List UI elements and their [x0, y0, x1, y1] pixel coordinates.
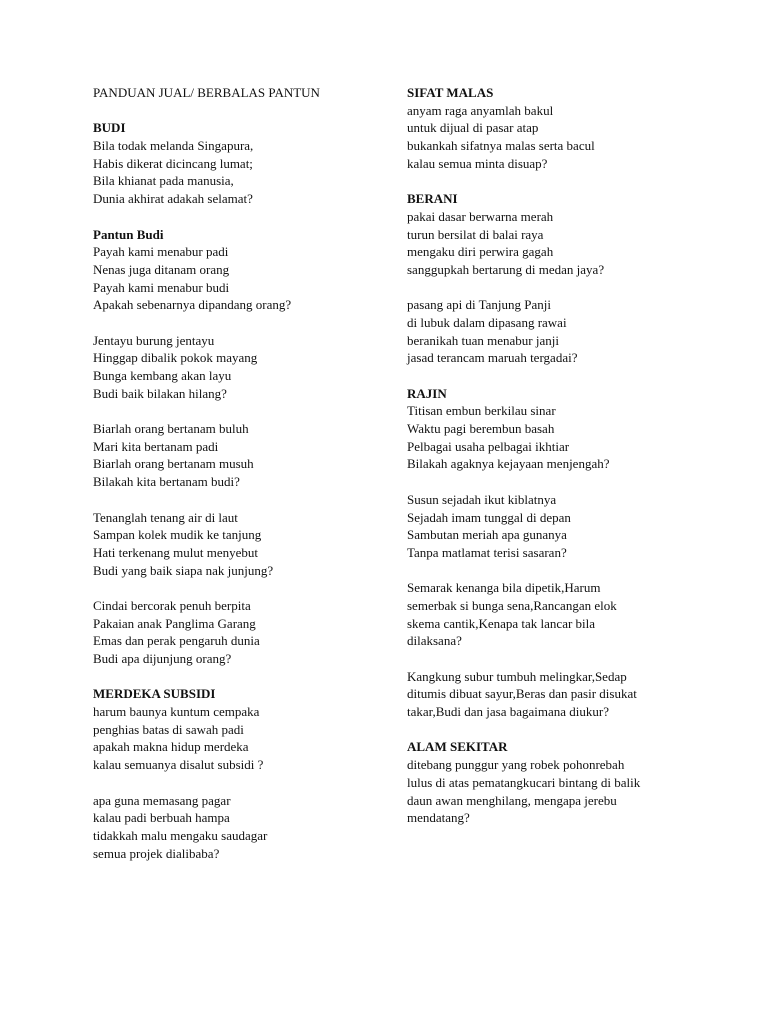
poem-line: anyam raga anyamlah bakul — [407, 102, 554, 118]
spacer — [407, 721, 697, 739]
poem-line: ditumis dibuat sayur,Beras dan pasir disukat — [407, 686, 637, 702]
poem-line: Mari kita bertanam padi — [93, 438, 219, 454]
poem-line: turun bersilat di balai raya — [407, 226, 544, 242]
poem-line: sanggupkah bertarung di medan jaya? — [407, 261, 605, 277]
poem-line: Sampan kolek mudik ke tanjung — [93, 527, 262, 543]
spacer — [407, 172, 697, 190]
poem-line: Kangkung subur tumbuh melingkar,Sedap — [407, 668, 627, 684]
poem-line: Habis dikerat dicincang lumat; — [93, 155, 253, 171]
poem-line: Waktu pagi berembun basah — [407, 421, 555, 437]
section-heading-merdeka-subsidi: MERDEKA SUBSIDI — [93, 686, 216, 702]
poem-line: Sambutan meriah apa gunanya — [407, 527, 567, 543]
poem-line: Tenanglah tenang air di laut — [93, 509, 238, 525]
poem-line: Bilakah kita bertanam budi? — [93, 474, 240, 490]
poem-line: Payah kami menabur budi — [93, 279, 230, 295]
poem-line: Hinggap dibalik pokok mayang — [93, 350, 258, 366]
poem-line: dilaksana? — [407, 633, 462, 649]
poem-line: Nenas juga ditanam orang — [93, 261, 230, 277]
poem-line: apakah makna hidup merdeka — [93, 739, 249, 755]
section-heading-budi: BUDI — [93, 120, 126, 136]
poem-line: Apakah sebenarnya dipandang orang? — [93, 297, 292, 313]
spacer — [93, 668, 383, 686]
poem-line: Tanpa matlamat terisi sasaran? — [407, 544, 567, 560]
poem-line: takar,Budi dan jasa bagaimana diukur? — [407, 704, 609, 720]
poem-line: Pelbagai usaha pelbagai ikhtiar — [407, 438, 570, 454]
spacer — [407, 279, 697, 297]
poem-line: Budi apa dijunjung orang? — [93, 651, 232, 666]
poem-line: kalau semua minta disuap? — [407, 155, 548, 171]
spacer — [407, 367, 697, 385]
poem-line: untuk dijual di pasar atap — [407, 120, 539, 136]
poem-line: Pakaian anak Panglima Garang — [93, 615, 256, 631]
spacer — [407, 650, 697, 668]
poem-line: Semarak kenanga bila dipetik,Harum — [407, 580, 601, 596]
poem-line: Titisan embun berkilau sinar — [407, 403, 556, 419]
poem-line: Bilakah agaknya kejayaan menjengah? — [407, 456, 610, 472]
spacer — [93, 491, 383, 509]
poem-line: Dunia akhirat adakah selamat? — [93, 191, 253, 207]
poem-line: penghias batas di sawah padi — [93, 721, 244, 737]
poem-line: daun awan menghilang, mengapa jerebu — [407, 792, 617, 808]
document-title: PANDUAN JUAL/ BERBALAS PANTUN — [93, 85, 320, 100]
spacer — [407, 473, 697, 491]
poem-line: Bunga kembang akan layu — [93, 368, 232, 383]
section-heading-berani: BERANI — [407, 191, 458, 207]
poem-line: Susun sejadah ikut kiblatnya — [407, 491, 557, 507]
spacer — [93, 579, 383, 597]
poem-line: Cindai bercorak penuh berpita — [93, 597, 251, 613]
poem-line: tidakkah malu mengaku saudagar — [93, 827, 268, 843]
poem-line: semua projek dialibaba? — [93, 845, 220, 861]
section-heading-sifat-malas: SIFAT MALAS — [407, 85, 494, 100]
poem-line: ditebang punggur yang robek pohonrebah — [407, 757, 625, 773]
poem-line: pasang api di Tanjung Panji — [407, 297, 551, 313]
poem-line: Jentayu burung jentayu — [93, 332, 215, 348]
section-heading-pantun-budi: Pantun Budi — [93, 226, 164, 242]
spacer — [407, 562, 697, 580]
poem-line: mengaku diri perwira gagah — [407, 244, 554, 260]
poem-line: skema cantik,Kenapa tak lancar bila — [407, 615, 596, 631]
spacer — [93, 774, 383, 792]
poem-line: Bila khianat pada manusia, — [93, 173, 234, 189]
poem-line: Biarlah orang bertanam musuh — [93, 456, 254, 472]
right-column — [407, 84, 697, 827]
poem-line: Budi baik bilakan hilang? — [93, 385, 227, 401]
spacer — [93, 102, 383, 120]
poem-line: Payah kami menabur padi — [93, 244, 229, 260]
poem-line: mendatang? — [407, 810, 470, 826]
poem-line: bukankah sifatnya malas serta bacul — [407, 138, 595, 154]
spacer — [93, 402, 383, 420]
poem-line: beranikah tuan menabur janji — [407, 332, 559, 348]
poem-line: Biarlah orang bertanam buluh — [93, 421, 249, 437]
section-heading-rajin: RAJIN — [407, 385, 447, 401]
poem-line: harum baunya kuntum cempaka — [93, 704, 260, 720]
poem-line: apa guna memasang pagar — [93, 792, 231, 808]
poem-line: Hati terkenang mulut menyebut — [93, 544, 258, 560]
spacer — [93, 314, 383, 332]
poem-line: Sejadah imam tunggal di depan — [407, 509, 571, 525]
poem-line: jasad terancam maruah tergadai? — [407, 350, 578, 366]
poem-line: kalau padi berbuah hampa — [93, 810, 230, 826]
poem-line: pakai dasar berwarna merah — [407, 208, 554, 224]
spacer — [93, 208, 383, 226]
poem-line: Bila todak melanda Singapura, — [93, 138, 254, 154]
poem-line: kalau semuanya disalut subsidi ? — [93, 757, 264, 773]
left-column — [93, 84, 383, 862]
section-heading-alam-sekitar: ALAM SEKITAR — [407, 739, 508, 755]
poem-line: semerbak si bunga sena,Rancangan elok — [407, 597, 617, 613]
poem-line: di lubuk dalam dipasang rawai — [407, 314, 567, 330]
poem-line: Budi yang baik siapa nak junjung? — [93, 562, 274, 578]
poem-line: lulus di atas pematangkucari bintang di balik — [407, 774, 641, 790]
poem-line: Emas dan perak pengaruh dunia — [93, 633, 260, 649]
